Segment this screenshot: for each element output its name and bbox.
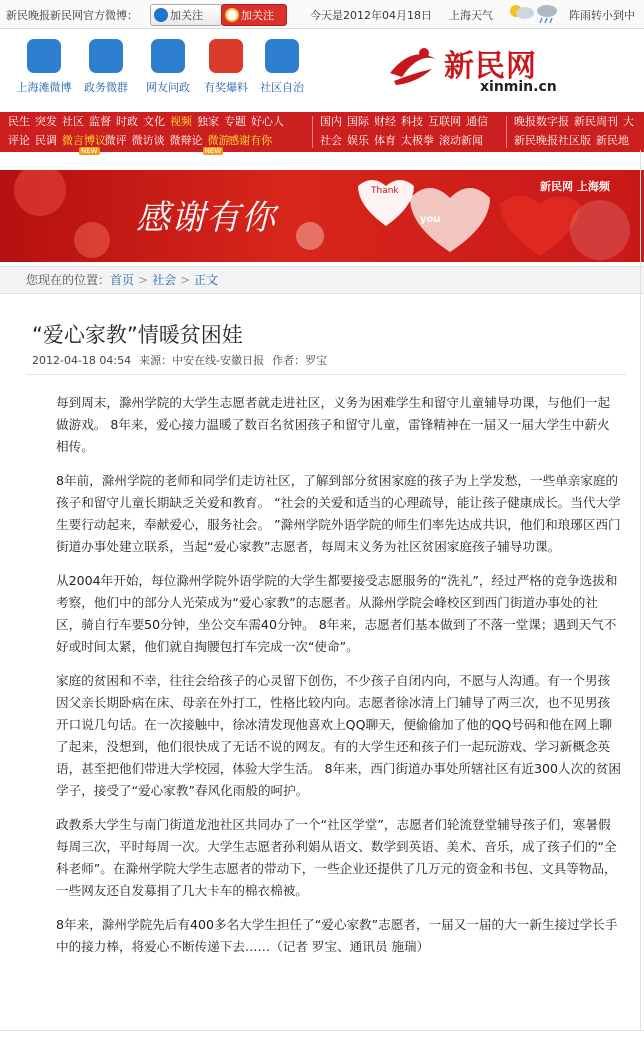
article-meta [32,352,335,368]
breadcrumb-label: 您现在的位置： [26,273,111,287]
quick-link-shanghaitan-weibo[interactable] [14,39,74,95]
article-body [56,392,622,970]
nav-link[interactable]: 通信 [466,115,488,128]
breadcrumb-section[interactable]: 社会 [152,273,177,287]
content-frame-border [640,150,641,1030]
nav-link[interactable]: 新民周刊 [574,115,618,128]
nav-link[interactable]: 财经 [374,115,396,128]
follow-sina-weibo-button[interactable] [221,4,287,26]
quick-link-label: 社区自治 [260,81,304,94]
weather-label: 上海天气 [449,9,493,22]
weibo-bubble-icon [27,39,61,73]
nav-link[interactable]: 社区 [62,115,84,128]
breadcrumb-separator: > [180,273,191,287]
nav-link-weiyou[interactable]: 微游 [207,134,230,147]
nav-link[interactable]: 国内 [320,115,342,128]
nav-link[interactable]: 民调 [35,134,57,147]
current-date: 今天是2012年04月18日 [310,9,432,22]
qq-weibo-icon [154,8,168,22]
quick-link-community[interactable] [252,39,312,95]
nav-divider [312,116,313,148]
nav-link[interactable]: 体育 [374,134,396,147]
article-paragraph: 政教系大学生与南门街道龙池社区共同办了一个“社区学堂”，志愿者们轮流登堂辅导孩子们，寒暑假每周三次，平时每周一次。大学生志愿者孙利娟从语文、数学到英语、美术、音乐，成了孩子们的“全科老师”。在滁州学院大学生志愿者的带动下，一些企业还提供了几万元的资金和书包、文具等物品，一些网友还自发募捐了几大卡车的棉衣棉被。 [56,817,617,898]
title-divider [26,374,626,375]
breadcrumb-separator: > [138,273,149,287]
nav-divider [506,116,507,148]
nav-link-weiyan[interactable]: 微言博议 [62,134,106,147]
logo-chinese: 新民网 [444,49,537,84]
nav-link-video[interactable]: 视频 [170,115,192,128]
new-badge: NEW [204,147,222,155]
weather-forecast: 阵雨转小到中 [569,9,635,22]
nav-link[interactable]: 评论 [8,134,30,147]
follow-qq-weibo-button[interactable] [150,4,222,26]
banner-title: 感谢有你 [136,198,276,238]
nav-link[interactable]: 时政 [116,115,138,128]
nav-link[interactable]: 监督 [89,115,111,128]
nav-link[interactable]: 新民地 [596,134,629,147]
nav-link[interactable]: 微访谈 [131,134,165,147]
nav-link[interactable]: 互联网 [428,115,461,128]
thanks-banner[interactable] [0,170,644,262]
header [0,29,644,109]
nav-link[interactable]: 大 [623,115,634,128]
article-paragraph: 家庭的贫困和不幸，往往会给孩子的心灵留下创伤，不少孩子自闭内向，不愿与人沟通。有一个男孩因父亲长期卧病在床、母亲在外打工，性格比较内向。志愿者徐冰清上门辅导了两三次，也不见男孩开口说几句话。在一次接触中，徐冰清发现他喜欢上QQ聊天，便偷偷加了他的QQ号码和他在网上聊了起来，没想到，他们很快成了无话不说的网友。有的大学生还和孩子们一起玩游戏、学习新概念英语，甚至把他们带进大学校园，体验大学生活。 8年来，西门街道办事处所辖社区有近300人次的贫困学子，接受了“爱心家教”春风化雨般的呵护。 [56,673,621,798]
banner-you: you [420,214,441,225]
article-paragraph: 从2004年开始，每位滁州学院外语学院的大学生都要接受志愿服务的“洗礼”，经过严格的竞争选拔和考察，他们中的部分人光荣成为“爱心家教”的志愿者。从滁州学院会峰校区到西门街道办事处的社区，骑自行车要50分钟，坐公交车需40分钟。 8年来，志愿者们基本做到了不落一堂课；遇到天气不好或时间太紧，他们就自掏腰包打车完成一次“使命”。 [56,573,618,654]
nav-link[interactable]: 太极拳 [401,134,434,147]
chat-icon [151,39,185,73]
nav-link[interactable]: 好心人 [251,115,284,128]
nav-link[interactable]: 独家 [197,115,219,128]
megaphone-icon [209,39,243,73]
rain-cloud-icon [507,2,561,24]
article-author: 作者：罗宝 [272,354,328,367]
nav-group-1 [8,112,289,155]
nav-link[interactable]: 突发 [35,115,57,128]
quick-link-label: 有奖爆料 [204,81,248,94]
nav-link[interactable]: 新民晚报社区版 [514,134,591,147]
nav-link[interactable]: 民生 [8,115,30,128]
quick-link-government-weibo[interactable] [76,39,136,95]
nav-link[interactable]: 晚报数字报 [514,115,569,128]
sina-weibo-icon [225,8,239,22]
nav-group-2 [320,112,493,152]
nav-link[interactable]: 娱乐 [347,134,369,147]
follow-sina-label: 加关注 [241,9,274,22]
nav-link[interactable]: 专题 [224,115,246,128]
follow-qq-label: 加关注 [170,9,203,22]
banner-thank: Thank [371,186,399,196]
top-bar [0,0,644,29]
logo-mark-icon [384,43,440,89]
article-source: 来源：中安在线-安徽日报 [139,354,265,367]
quick-link-ask-government[interactable] [138,39,198,95]
nav-link[interactable]: 文化 [143,115,165,128]
people-group-icon [89,39,123,73]
breadcrumb-current: 正文 [194,273,219,287]
nav-link[interactable]: 社会 [320,134,342,147]
breadcrumb [0,266,644,294]
content-frame-border [0,1030,644,1031]
nav-group-3 [514,112,639,152]
logo-english: xinmin.cn [480,79,557,95]
new-badge: NEW [81,147,98,155]
quick-link-label: 政务微群 [84,81,128,94]
breadcrumb-home[interactable]: 首页 [110,273,135,287]
quick-link-label: 上海滩微博 [16,81,72,94]
quick-link-news-tip[interactable] [196,39,256,95]
nav-link[interactable]: 国际 [347,115,369,128]
quick-link-label: 网友问政 [146,81,190,94]
site-logo[interactable] [384,39,570,99]
nav-link[interactable]: 微评 [104,134,127,147]
weibo-label: 新民晚报新民网官方微博： [6,9,138,22]
nav-link[interactable]: 微辩论 [169,134,203,147]
nav-link[interactable]: 科技 [401,115,423,128]
article-paragraph: 8年前，滁州学院的老师和同学们走访社区，了解到部分贫困家庭的孩子为上学发愁，一些单亲家庭的孩子和留守儿童长期缺乏关爱和教育。 “社会的关爱和适当的心理疏导，能让孩子健康成长。当代大学生要行动起来，奉献爱心，服务社会。 ”滁州学院外语学院的师生们率先达成共识，他们和琅琊区西门街道办事处建立联系，当起“爱心家教”志愿者，每周末义务为社区贫困家庭孩子辅导功课。 [56,473,621,554]
nav-link[interactable]: 滚动新闻 [439,134,483,147]
article-datetime: 2012-04-18 04:54 [32,354,132,367]
article-paragraph: 8年来，滁州学院先后有400多名大学生担任了“爱心家教”志愿者，一届又一届的大一新生接过学长手中的接力棒，将爱心不断传递下去……（记者 罗宝、通讯员 施瑞） [56,917,618,954]
nav-link-thanks[interactable]: 感谢有你 [228,134,273,147]
main-nav [0,112,644,155]
banner-brand: 新民网 上海频 [540,180,610,193]
article-title: “爱心家教”情暖贫困娃 [32,323,243,347]
building-icon [265,39,299,73]
article-paragraph: 每到周末，滁州学院的大学生志愿者就走进社区，义务为困难学生和留守儿童辅导功课，与他们一起做游戏。 8年来，爱心接力温暖了数百名贫困孩子和留守儿童，雷锋精神在一届又一届大学生中薪火相传。 [56,395,611,454]
